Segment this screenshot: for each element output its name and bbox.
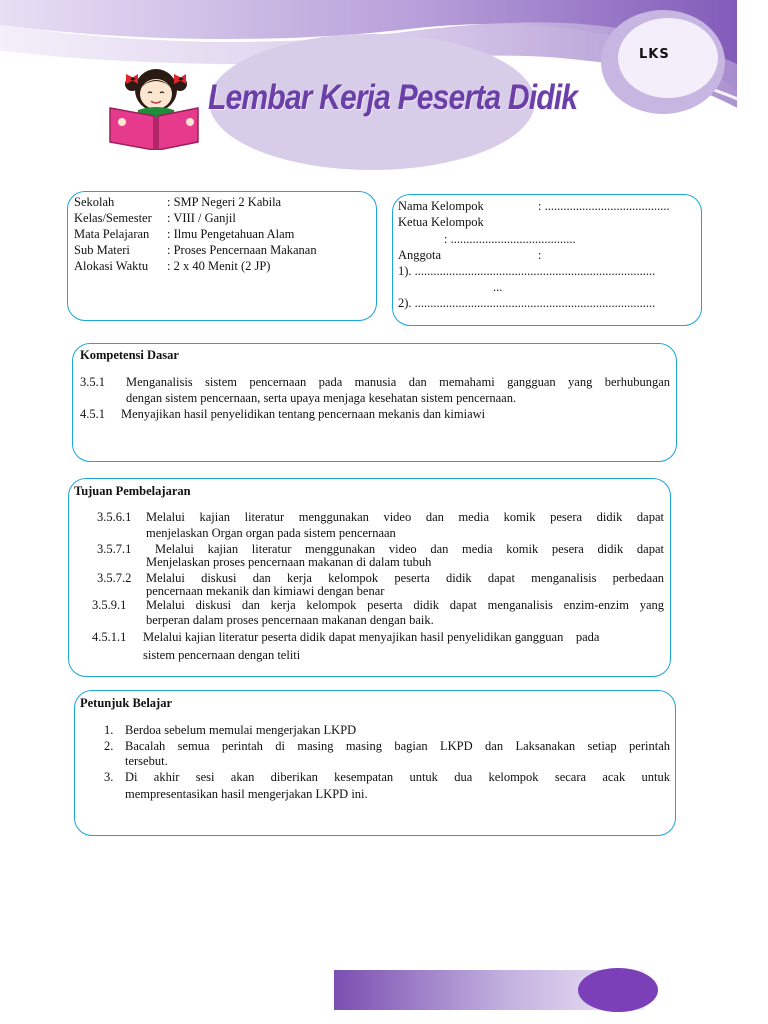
group-name-field[interactable]: : ........................................ <box>538 199 670 213</box>
group-leader-field[interactable]: : ........................................ <box>444 232 576 246</box>
kompetensi-title: Kompetensi Dasar <box>80 348 179 362</box>
info-label: Sekolah <box>74 195 115 209</box>
school-info-row <box>74 227 149 243</box>
petunjuk-title: Petunjuk Belajar <box>80 696 173 710</box>
school-info-row <box>74 259 148 275</box>
footer-decoration <box>330 964 670 1016</box>
reading-girl-illustration <box>108 64 204 150</box>
tp-number: 3.5.9.1 <box>92 598 127 612</box>
tp-number: 3.5.6.1 <box>97 510 132 524</box>
pb-text-line: tersebut. <box>125 754 168 768</box>
tp-text-line: Melalui diskusi dan kerja kelompok peserta didik dapat menganalisis perbedaan <box>146 571 664 585</box>
tp-text-line: pencernaan mekanik dan kimiawi dengan benar <box>146 584 385 598</box>
group-name-label: Nama Kelompok <box>398 199 484 213</box>
tp-number: 3.5.7.2 <box>97 571 132 585</box>
tujuan-title: Tujuan Pembelajaran <box>74 484 191 498</box>
tp-text-line: Melalui diskusi dan kerja kelompok peserta didik dapat menganalisis enzim-enzim yang <box>146 598 664 612</box>
pb-text-line: Bacalah semua perintah di masing masing bagian LKPD dan Laksanakan setiap perintah <box>125 739 670 753</box>
page-title: Lembar Kerja Peserta Didik <box>208 78 578 117</box>
tp-text-line: Menjelaskan proses pencernaan makanan di dalam tubuh <box>146 555 432 569</box>
tp-text-line: berperan dalam proses pencernaan makanan dengan baik. <box>146 613 434 627</box>
school-info-row <box>74 243 130 259</box>
kd-text-line: Menyajikan hasil penyelidikan tentang pencernaan mekanis dan kimiawi <box>121 407 486 421</box>
group-leader-label: Ketua Kelompok <box>398 215 484 229</box>
info-label: Sub Materi <box>74 243 130 257</box>
tp-text-line: sistem pencernaan dengan teliti <box>143 648 301 662</box>
tp-text-line: Melalui kajian literatur peserta didik dapat menyajikan hasil penyelidikan gangguan pada <box>143 630 600 644</box>
tp-text-line: menjelaskan Organ organ pada sistem pencernaan <box>146 526 396 540</box>
kd-text-line: dengan sistem pencernaan, serta upaya menjaga kesehatan sistem pencernaan. <box>126 391 517 405</box>
pb-number: 2. <box>104 739 114 753</box>
school-info-value: : Proses Pencernaan Makanan <box>167 243 317 257</box>
school-info-value: : 2 x 40 Menit (2 JP) <box>167 259 271 273</box>
kd-number: 4.5.1 <box>80 407 105 421</box>
tp-number: 4.5.1.1 <box>92 630 127 644</box>
members-label: Anggota <box>398 248 442 262</box>
group-info-content <box>398 199 698 319</box>
school-info-row <box>74 195 114 211</box>
member-1-field[interactable]: 1). ............................................................................. <box>398 264 656 278</box>
info-label: Alokasi Waktu <box>74 259 149 273</box>
pb-text-line: Di akhir sesi akan diberikan kesempatan untuk dua kelompok secara acak untuk <box>125 770 670 784</box>
school-info-row <box>74 211 152 227</box>
member-ellipsis: ... <box>493 280 503 294</box>
tp-number: 3.5.7.1 <box>97 542 132 556</box>
lks-badge: LKS <box>639 47 670 62</box>
tp-text-line: Melalui kajian literatur menggunakan video dan media komik pesera didik dapat <box>146 510 664 524</box>
kd-text-line: Menganalisis sistem pencernaan pada manusia dan memahami gangguan yang berhubungan <box>126 375 670 389</box>
kd-number: 3.5.1 <box>80 375 105 389</box>
school-info-value: : Ilmu Pengetahuan Alam <box>167 227 295 241</box>
school-info-value: : SMP Negeri 2 Kabila <box>167 195 282 209</box>
member-2-field[interactable]: 2). ............................................................................. <box>398 296 656 310</box>
members-colon: : <box>538 248 542 262</box>
tp-text-line: Melalui kajian literatur menggunakan video dan media komik pesera didik dapat <box>155 542 664 556</box>
pb-text-line: mempresentasikan hasil mengerjakan LKPD ini. <box>125 787 368 801</box>
pb-number: 3. <box>104 770 114 784</box>
pb-number: 1. <box>104 723 114 737</box>
info-label: Mata Pelajaran <box>74 227 150 241</box>
pb-text-line: Berdoa sebelum memulai mengerjakan LKPD <box>125 723 357 737</box>
school-info-value: : VIII / Ganjil <box>167 211 236 225</box>
info-label: Kelas/Semester <box>74 211 152 225</box>
